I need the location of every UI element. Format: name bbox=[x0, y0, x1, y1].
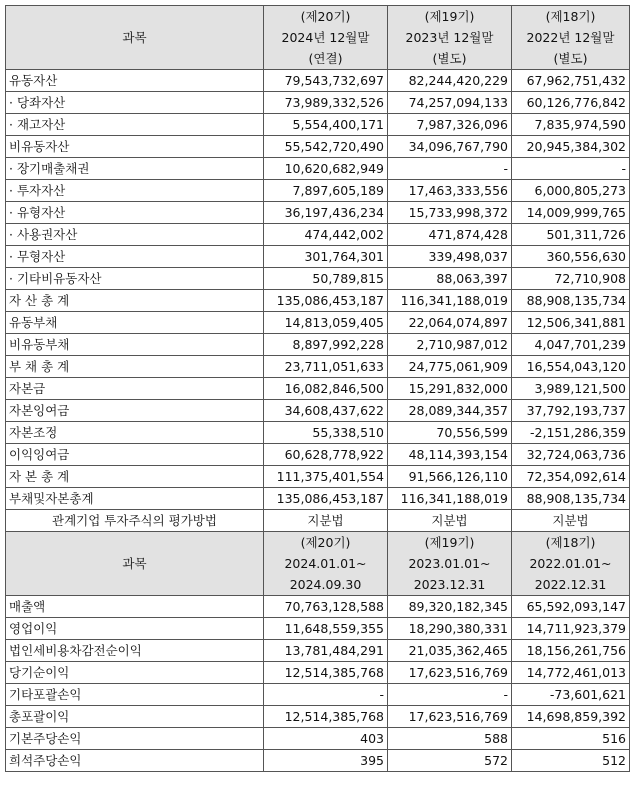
bs-row-value: 15,733,998,372 bbox=[388, 202, 512, 224]
bs-row-value: 116,341,188,019 bbox=[388, 488, 512, 510]
bs-row-value: 471,874,428 bbox=[388, 224, 512, 246]
is-row-label: 영업이익 bbox=[6, 618, 264, 640]
bs-row-value: 28,089,344,357 bbox=[388, 400, 512, 422]
financial-summary-table bbox=[5, 5, 630, 772]
bs-period-header-2-line-2: 2023년 12월말 bbox=[405, 30, 494, 45]
is-row-label: 기본주당손익 bbox=[6, 728, 264, 750]
bs-row bbox=[6, 114, 630, 136]
bs-row bbox=[6, 136, 630, 158]
bs-row-value: 20,945,384,302 bbox=[512, 136, 630, 158]
is-subject-header: 과목 bbox=[6, 532, 264, 596]
bs-row-value: 339,498,037 bbox=[388, 246, 512, 268]
is-period-header-3 bbox=[512, 532, 630, 596]
bs-row-value: 7,987,326,096 bbox=[388, 114, 512, 136]
is-period-header-2-line-3: 2023.12.31 bbox=[413, 577, 486, 592]
financial-summary-body bbox=[6, 6, 630, 772]
is-row bbox=[6, 662, 630, 684]
bs-row-value: 2,710,987,012 bbox=[388, 334, 512, 356]
bs-row-label: 자본조정 bbox=[6, 422, 264, 444]
bs-row-value: 36,197,436,234 bbox=[264, 202, 388, 224]
bs-row-label: 이익잉여금 bbox=[6, 444, 264, 466]
is-period-header-2-line-1: (제19기) bbox=[424, 535, 475, 550]
bs-row-value: 50,789,815 bbox=[264, 268, 388, 290]
bs-row bbox=[6, 246, 630, 268]
is-period-header-1 bbox=[264, 532, 388, 596]
is-row-value: 70,763,128,588 bbox=[264, 596, 388, 618]
bs-row-value: 72,710,908 bbox=[512, 268, 630, 290]
is-row bbox=[6, 728, 630, 750]
bs-row-value: 72,354,092,614 bbox=[512, 466, 630, 488]
bs-period-header-1-line-3: (연결) bbox=[308, 51, 343, 66]
bs-row-value: 24,775,061,909 bbox=[388, 356, 512, 378]
valuation-value: 지분법 bbox=[388, 510, 512, 532]
is-row-value: 21,035,362,465 bbox=[388, 640, 512, 662]
bs-row-value: 73,989,332,526 bbox=[264, 92, 388, 114]
is-row bbox=[6, 596, 630, 618]
bs-row bbox=[6, 290, 630, 312]
bs-row-value: 60,628,778,922 bbox=[264, 444, 388, 466]
bs-row-value: 501,311,726 bbox=[512, 224, 630, 246]
is-row bbox=[6, 618, 630, 640]
bs-row-value: 474,442,002 bbox=[264, 224, 388, 246]
is-row-value: 13,781,484,291 bbox=[264, 640, 388, 662]
is-row-value: 14,772,461,013 bbox=[512, 662, 630, 684]
bs-row bbox=[6, 444, 630, 466]
bs-row-value: 10,620,682,949 bbox=[264, 158, 388, 180]
bs-row-value: 6,000,805,273 bbox=[512, 180, 630, 202]
bs-period-header-2-line-1: (제19기) bbox=[424, 9, 475, 24]
bs-row-value: 116,341,188,019 bbox=[388, 290, 512, 312]
bs-row-value: 88,908,135,734 bbox=[512, 290, 630, 312]
bs-row-value: -2,151,286,359 bbox=[512, 422, 630, 444]
is-period-header-1-line-1: (제20기) bbox=[300, 535, 351, 550]
bs-row-label: · 당좌자산 bbox=[6, 92, 264, 114]
bs-row-label: 비유동자산 bbox=[6, 136, 264, 158]
bs-row-label: · 재고자산 bbox=[6, 114, 264, 136]
bs-row bbox=[6, 202, 630, 224]
bs-row bbox=[6, 224, 630, 246]
bs-row-label: 자본잉여금 bbox=[6, 400, 264, 422]
bs-row-value: 15,291,832,000 bbox=[388, 378, 512, 400]
bs-row-value: 17,463,333,556 bbox=[388, 180, 512, 202]
bs-period-header-3-line-3: (별도) bbox=[553, 51, 588, 66]
is-row-value: 12,514,385,768 bbox=[264, 662, 388, 684]
bs-row-label: · 기타비유동자산 bbox=[6, 268, 264, 290]
bs-row-value: 111,375,401,554 bbox=[264, 466, 388, 488]
is-row-value: 403 bbox=[264, 728, 388, 750]
is-row-value: 512 bbox=[512, 750, 630, 772]
is-period-header-2 bbox=[388, 532, 512, 596]
bs-row-value: 74,257,094,133 bbox=[388, 92, 512, 114]
is-period-header-3-line-2: 2022.01.01~ bbox=[529, 556, 612, 571]
valuation-row bbox=[6, 510, 630, 532]
is-row bbox=[6, 640, 630, 662]
bs-row-label: · 투자자산 bbox=[6, 180, 264, 202]
bs-row bbox=[6, 268, 630, 290]
is-row-label: 매출액 bbox=[6, 596, 264, 618]
bs-row-value: 91,566,126,110 bbox=[388, 466, 512, 488]
is-row-value: 14,711,923,379 bbox=[512, 618, 630, 640]
bs-row-value: 23,711,051,633 bbox=[264, 356, 388, 378]
valuation-label: 관계기업 투자주식의 평가방법 bbox=[6, 510, 264, 532]
bs-row-label: 자본금 bbox=[6, 378, 264, 400]
bs-row-label: · 사용권자산 bbox=[6, 224, 264, 246]
bs-row bbox=[6, 70, 630, 92]
is-period-header-3-line-1: (제18기) bbox=[545, 535, 596, 550]
bs-row-value: 7,835,974,590 bbox=[512, 114, 630, 136]
bs-row-label: 유동부채 bbox=[6, 312, 264, 334]
bs-row-value: 34,608,437,622 bbox=[264, 400, 388, 422]
bs-period-header-3-line-1: (제18기) bbox=[545, 9, 596, 24]
bs-row-label: 자 본 총 계 bbox=[6, 466, 264, 488]
bs-row-value: 88,908,135,734 bbox=[512, 488, 630, 510]
is-row-value: 11,648,559,355 bbox=[264, 618, 388, 640]
bs-row-value: 37,792,193,737 bbox=[512, 400, 630, 422]
bs-row bbox=[6, 422, 630, 444]
bs-row bbox=[6, 400, 630, 422]
is-row-value: 17,623,516,769 bbox=[388, 662, 512, 684]
bs-row bbox=[6, 158, 630, 180]
bs-row-value: 79,543,732,697 bbox=[264, 70, 388, 92]
is-row bbox=[6, 750, 630, 772]
bs-period-header-2 bbox=[388, 6, 512, 70]
bs-row bbox=[6, 180, 630, 202]
bs-row-value: 16,554,043,120 bbox=[512, 356, 630, 378]
bs-row-value: 82,244,420,229 bbox=[388, 70, 512, 92]
bs-row-value: 301,764,301 bbox=[264, 246, 388, 268]
bs-row bbox=[6, 356, 630, 378]
bs-period-header-1-line-1: (제20기) bbox=[300, 9, 351, 24]
is-row-value: 588 bbox=[388, 728, 512, 750]
is-row-value: 516 bbox=[512, 728, 630, 750]
valuation-value: 지분법 bbox=[512, 510, 630, 532]
bs-row-value: 135,086,453,187 bbox=[264, 488, 388, 510]
valuation-value: 지분법 bbox=[264, 510, 388, 532]
is-row bbox=[6, 706, 630, 728]
bs-row-label: · 장기매출채권 bbox=[6, 158, 264, 180]
bs-row-value: 14,009,999,765 bbox=[512, 202, 630, 224]
bs-row-value: 60,126,776,842 bbox=[512, 92, 630, 114]
is-row-value: - bbox=[264, 684, 388, 706]
bs-row-value: 3,989,121,500 bbox=[512, 378, 630, 400]
bs-row-value: 135,086,453,187 bbox=[264, 290, 388, 312]
bs-row bbox=[6, 466, 630, 488]
bs-period-header-1 bbox=[264, 6, 388, 70]
bs-row bbox=[6, 334, 630, 356]
bs-row-value: 22,064,074,897 bbox=[388, 312, 512, 334]
bs-period-header-1-line-2: 2024년 12월말 bbox=[281, 30, 370, 45]
bs-row-value: 7,897,605,189 bbox=[264, 180, 388, 202]
is-row-value: 89,320,182,345 bbox=[388, 596, 512, 618]
is-row-value: 65,592,093,147 bbox=[512, 596, 630, 618]
is-row-value: 12,514,385,768 bbox=[264, 706, 388, 728]
is-period-header-1-line-3: 2024.09.30 bbox=[289, 577, 362, 592]
is-row-value: 14,698,859,392 bbox=[512, 706, 630, 728]
bs-row-label: 부채및자본총계 bbox=[6, 488, 264, 510]
is-row-value: 18,156,261,756 bbox=[512, 640, 630, 662]
bs-row-label: 유동자산 bbox=[6, 70, 264, 92]
is-row-label: 희석주당손익 bbox=[6, 750, 264, 772]
bs-row-value: 12,506,341,881 bbox=[512, 312, 630, 334]
bs-row-value: 4,047,701,239 bbox=[512, 334, 630, 356]
bs-row-value: 14,813,059,405 bbox=[264, 312, 388, 334]
is-row-value: - bbox=[388, 684, 512, 706]
bs-row bbox=[6, 488, 630, 510]
is-period-header-1-line-2: 2024.01.01~ bbox=[284, 556, 367, 571]
bs-row bbox=[6, 92, 630, 114]
bs-row-value: 32,724,063,736 bbox=[512, 444, 630, 466]
is-row-label: 기타포괄손익 bbox=[6, 684, 264, 706]
bs-period-header-2-line-3: (별도) bbox=[432, 51, 467, 66]
bs-row-value: 5,554,400,171 bbox=[264, 114, 388, 136]
bs-row-label: · 무형자산 bbox=[6, 246, 264, 268]
bs-row-value: 8,897,992,228 bbox=[264, 334, 388, 356]
bs-row-value: 34,096,767,790 bbox=[388, 136, 512, 158]
bs-subject-header: 과목 bbox=[6, 6, 264, 70]
is-row bbox=[6, 684, 630, 706]
is-row-value: -73,601,621 bbox=[512, 684, 630, 706]
bs-period-header-3 bbox=[512, 6, 630, 70]
bs-row-value: - bbox=[388, 158, 512, 180]
is-row-label: 법인세비용차감전순이익 bbox=[6, 640, 264, 662]
bs-row-value: 70,556,599 bbox=[388, 422, 512, 444]
bs-row bbox=[6, 312, 630, 334]
is-row-value: 395 bbox=[264, 750, 388, 772]
bs-row-value: 88,063,397 bbox=[388, 268, 512, 290]
bs-row-label: 비유동부채 bbox=[6, 334, 264, 356]
bs-row-label: 자 산 총 계 bbox=[6, 290, 264, 312]
bs-row-value: 360,556,630 bbox=[512, 246, 630, 268]
is-period-header-2-line-2: 2023.01.01~ bbox=[408, 556, 491, 571]
bs-row-label: 부 채 총 계 bbox=[6, 356, 264, 378]
bs-row-value: - bbox=[512, 158, 630, 180]
bs-row-value: 67,962,751,432 bbox=[512, 70, 630, 92]
is-row-value: 17,623,516,769 bbox=[388, 706, 512, 728]
bs-row-value: 16,082,846,500 bbox=[264, 378, 388, 400]
bs-row-label: · 유형자산 bbox=[6, 202, 264, 224]
is-period-header-3-line-3: 2022.12.31 bbox=[534, 577, 607, 592]
is-row-value: 572 bbox=[388, 750, 512, 772]
bs-row-value: 48,114,393,154 bbox=[388, 444, 512, 466]
bs-row-value: 55,542,720,490 bbox=[264, 136, 388, 158]
bs-period-header-3-line-2: 2022년 12월말 bbox=[526, 30, 615, 45]
is-row-value: 18,290,380,331 bbox=[388, 618, 512, 640]
bs-row bbox=[6, 378, 630, 400]
bs-row-value: 55,338,510 bbox=[264, 422, 388, 444]
is-row-label: 당기순이익 bbox=[6, 662, 264, 684]
is-row-label: 총포괄이익 bbox=[6, 706, 264, 728]
